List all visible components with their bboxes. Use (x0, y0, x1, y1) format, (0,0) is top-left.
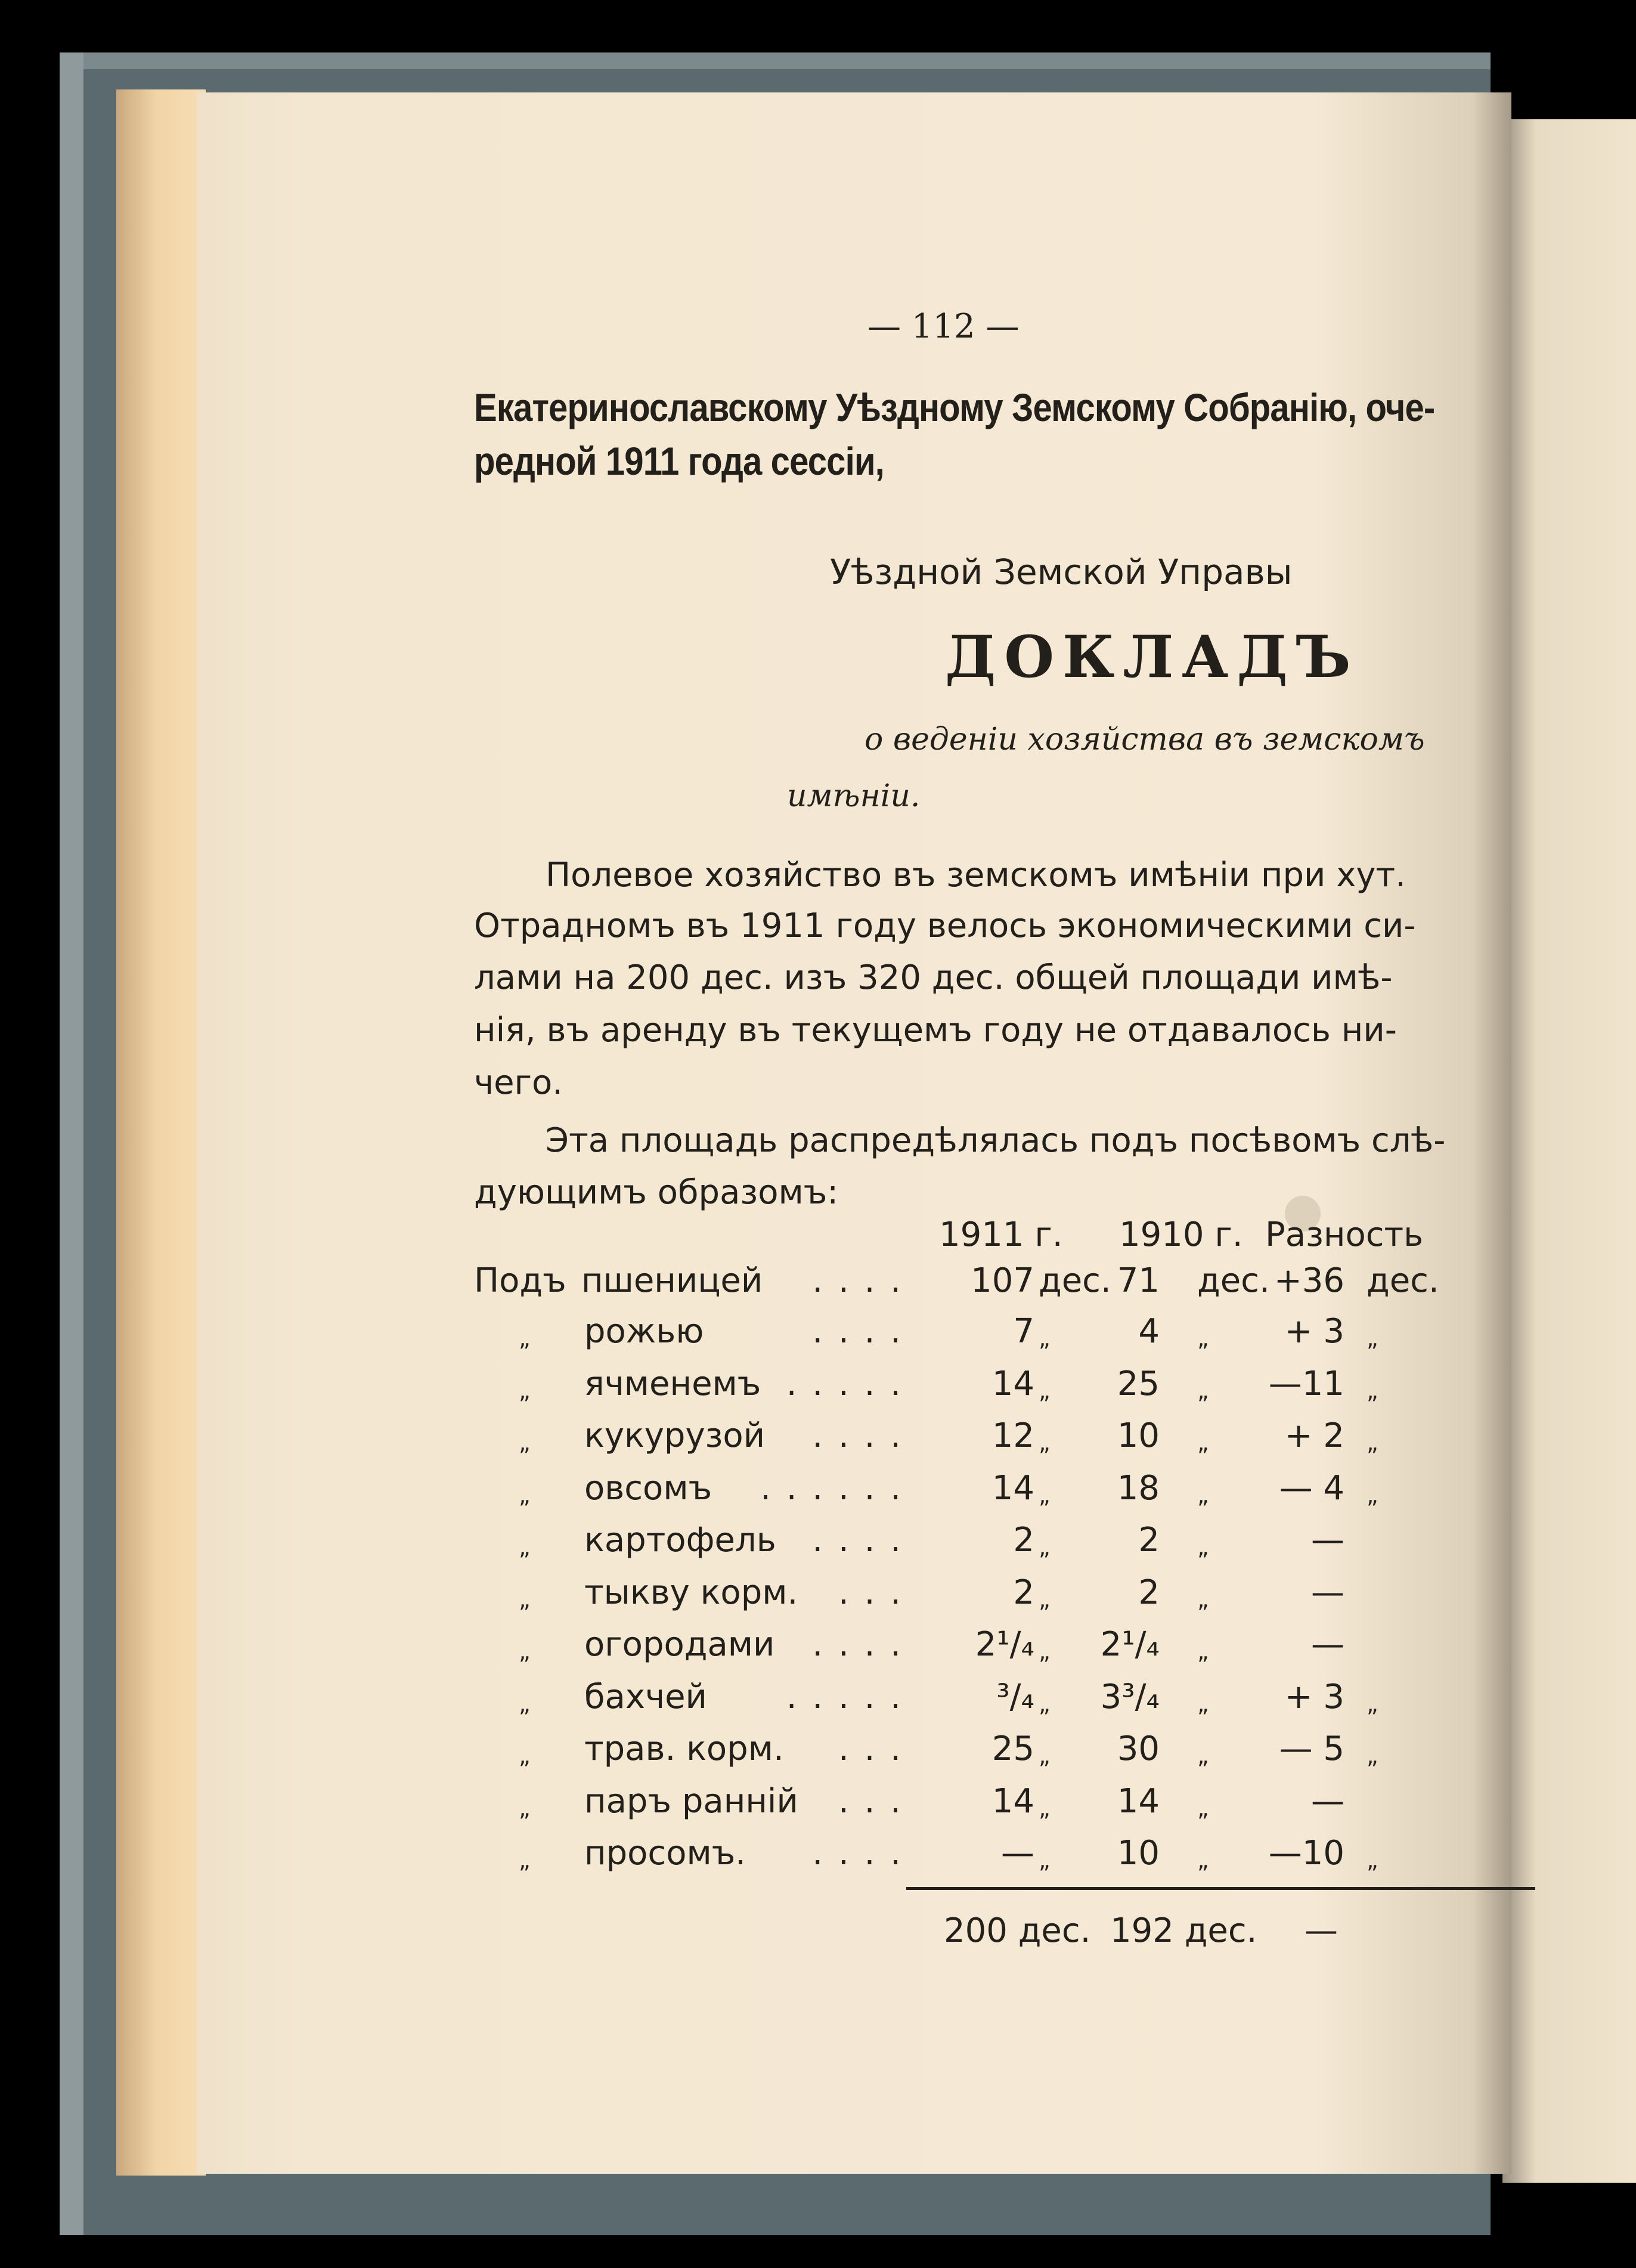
table-cell-u1911: „ (1039, 1378, 1051, 1404)
table-cell-v1911: 14 (991, 1782, 1034, 1821)
table-cell-u1910: „ (1197, 1795, 1209, 1821)
column-header-difference: Разность (1265, 1215, 1424, 1254)
paragraph-line: дующимъ образомъ: (474, 1173, 839, 1212)
table-cell-v1911: 12 (991, 1416, 1034, 1455)
table-cell-crop: ячменемъ (584, 1364, 761, 1403)
table-cell-crop: просомъ. (584, 1834, 746, 1873)
table-cell-leader: . . . (838, 1729, 903, 1768)
table-cell-diff: — (1311, 1521, 1344, 1560)
table-cell-crop: картофель (584, 1521, 776, 1560)
table-cell-prefix: „ (519, 1586, 531, 1613)
paragraph-line: чего. (474, 1063, 563, 1102)
table-cell-crop: бахчей (584, 1678, 707, 1716)
table-cell-u1910: „ (1197, 1430, 1209, 1456)
table-cell-prefix: „ (519, 1482, 531, 1508)
table-cell-v1911: ³/₄ (996, 1678, 1034, 1716)
table-cell-u1910: дес. (1197, 1261, 1270, 1300)
table-cell-udiff: „ (1367, 1482, 1378, 1508)
table-cell-v1910: 10 (1117, 1416, 1160, 1455)
table-cell-prefix: „ (519, 1325, 531, 1351)
table-cell-diff: — 4 (1279, 1469, 1344, 1508)
table-cell-v1911: 14 (991, 1469, 1034, 1508)
table-cell-u1911: „ (1039, 1691, 1051, 1717)
total-1911: 200 дес. (944, 1911, 1091, 1950)
table-cell-diff: —10 (1268, 1834, 1344, 1873)
document-subtitle-line-1: о веденіи хозяйства въ земскомъ (865, 722, 1425, 757)
table-cell-v1910: 14 (1117, 1782, 1160, 1821)
table-cell-leader: . . . . (812, 1261, 903, 1300)
table-cell-u1910: „ (1197, 1586, 1209, 1613)
table-cell-v1911: 7 (1013, 1312, 1034, 1351)
table-cell-v1911: 25 (991, 1729, 1034, 1768)
table-cell-v1910: 30 (1117, 1729, 1160, 1768)
table-cell-diff: + 3 (1284, 1312, 1344, 1351)
table-cell-prefix: „ (519, 1378, 531, 1404)
table-cell-leader: . . . . (812, 1416, 903, 1455)
table-cell-u1911: „ (1039, 1534, 1051, 1560)
table-cell-leader: . . . . . (786, 1678, 903, 1716)
total-difference: — (1305, 1911, 1338, 1950)
table-cell-leader: . . . . (812, 1312, 903, 1351)
table-cell-v1911: 2 (1013, 1573, 1034, 1612)
document-title: ДОКЛАДЪ (945, 623, 1359, 691)
table-cell-v1910: 71 (1117, 1261, 1160, 1300)
table-cell-leader: . . . (838, 1782, 903, 1821)
table-cell-u1911: „ (1039, 1482, 1051, 1508)
table-cell-crop: огородами (584, 1625, 775, 1664)
table-cell-v1911: — (1001, 1834, 1034, 1873)
page-number: — 112 — (867, 307, 1020, 346)
table-cell-prefix: „ (519, 1691, 531, 1717)
table-cell-v1911: 2 (1013, 1521, 1034, 1560)
table-cell-prefix: „ (519, 1795, 531, 1821)
table-cell-u1911: „ (1039, 1743, 1051, 1769)
table-cell-leader: . . . . (812, 1521, 903, 1560)
table-cell-v1911: 14 (991, 1364, 1034, 1403)
table-cell-u1910: „ (1197, 1482, 1209, 1508)
document-subtitle-line-2: имѣніи. (787, 778, 921, 814)
table-cell-v1911: 107 (971, 1261, 1034, 1300)
table-cell-udiff: „ (1367, 1325, 1378, 1351)
column-header-1910: 1910 г. (1119, 1215, 1243, 1254)
table-cell-crop: кукурузой (584, 1416, 766, 1455)
book-cover-top-edge (60, 52, 1491, 69)
table-cell-udiff: „ (1367, 1691, 1378, 1717)
table-cell-diff: +36 (1274, 1261, 1344, 1300)
table-cell-v1911: 2¹/₄ (975, 1625, 1034, 1664)
table-cell-prefix: „ (519, 1638, 531, 1664)
addressee-line-1: Екатеринославскому Уѣздному Земскому Собранію, оче- (474, 385, 1435, 429)
table-cell-diff: — (1311, 1782, 1344, 1821)
table-cell-u1910: „ (1197, 1378, 1209, 1404)
table-cell-crop: рожью (584, 1312, 704, 1351)
table-cell-diff: — (1311, 1573, 1344, 1612)
table-cell-prefix: „ (519, 1743, 531, 1769)
table-cell-u1911: „ (1039, 1638, 1051, 1664)
table-cell-udiff: „ (1367, 1847, 1378, 1873)
table-cell-v1910: 25 (1117, 1364, 1160, 1403)
table-cell-u1910: „ (1197, 1847, 1209, 1873)
table-cell-diff: —11 (1268, 1364, 1344, 1403)
table-cell-prefix: „ (519, 1430, 531, 1456)
table-cell-v1910: 18 (1117, 1469, 1160, 1508)
book-cover-left-edge (60, 52, 83, 2235)
table-cell-crop: трав. корм. (584, 1729, 784, 1768)
table-cell-prefix: „ (519, 1847, 531, 1873)
table-cell-udiff: „ (1367, 1378, 1378, 1404)
page-stack-edge (116, 89, 206, 2176)
column-header-1911: 1911 г. (939, 1215, 1063, 1254)
table-cell-u1910: „ (1197, 1325, 1209, 1351)
table-cell-leader: . . . . (812, 1625, 903, 1664)
table-cell-udiff: „ (1367, 1743, 1378, 1769)
paragraph-line: Эта площадь распредѣлялась подъ посѣвомъ слѣ- (546, 1121, 1446, 1160)
table-cell-u1911: „ (1039, 1795, 1051, 1821)
table-cell-diff: — (1311, 1625, 1344, 1664)
table-cell-u1910: „ (1197, 1743, 1209, 1769)
table-cell-crop: тыкву корм. (584, 1573, 798, 1612)
table-cell-u1911: „ (1039, 1325, 1051, 1351)
table-cell-leader: . . . . (812, 1834, 903, 1873)
table-cell-crop: овсомъ (584, 1469, 712, 1508)
table-cell-v1910: 10 (1117, 1834, 1160, 1873)
paragraph-line: лами на 200 дес. изъ 320 дес. общей площади имѣ- (474, 958, 1393, 997)
table-cell-v1910: 2 (1138, 1573, 1160, 1612)
authority-line: Уѣздной Земской Управы (830, 552, 1293, 592)
table-cell-crop: паръ ранній (584, 1782, 798, 1821)
table-cell-u1910: „ (1197, 1691, 1209, 1717)
paragraph-line: нія, въ аренду въ текущемъ году не отдавалось ни- (474, 1011, 1397, 1050)
table-cell-u1911: дес. (1039, 1261, 1111, 1300)
table-cell-u1910: „ (1197, 1638, 1209, 1664)
table-cell-u1911: „ (1039, 1586, 1051, 1613)
table-cell-v1910: 2¹/₄ (1100, 1625, 1160, 1664)
table-cell-prefix: Подъ (474, 1261, 566, 1300)
paragraph-line: Отрадномъ въ 1911 году велось экономическими си- (474, 906, 1416, 945)
table-cell-v1910: 2 (1138, 1521, 1160, 1560)
table-cell-u1911: „ (1039, 1430, 1051, 1456)
table-cell-leader: . . . . . (786, 1364, 903, 1403)
table-cell-udiff: „ (1367, 1430, 1378, 1456)
table-cell-prefix: „ (519, 1534, 531, 1560)
table-cell-crop: пшеницей (581, 1261, 763, 1300)
table-cell-diff: + 2 (1284, 1416, 1344, 1455)
table-cell-v1910: 4 (1138, 1312, 1160, 1351)
total-rule (906, 1887, 1535, 1890)
table-cell-u1910: „ (1197, 1534, 1209, 1560)
table-cell-v1910: 3³/₄ (1100, 1678, 1160, 1716)
table-cell-u1911: „ (1039, 1847, 1051, 1873)
table-cell-leader: . . . . . . (760, 1469, 903, 1508)
table-cell-diff: — 5 (1279, 1729, 1344, 1768)
total-1910: 192 дес. (1110, 1911, 1257, 1950)
table-cell-udiff: дес. (1367, 1261, 1439, 1300)
table-cell-leader: . . . (838, 1573, 903, 1612)
table-cell-diff: + 3 (1284, 1678, 1344, 1716)
facing-page-edge (1502, 119, 1636, 2183)
addressee-line-2: редной 1911 года сессіи, (474, 439, 884, 483)
paragraph-line: Полевое хозяйство въ земскомъ имѣніи при хут. (546, 856, 1406, 895)
